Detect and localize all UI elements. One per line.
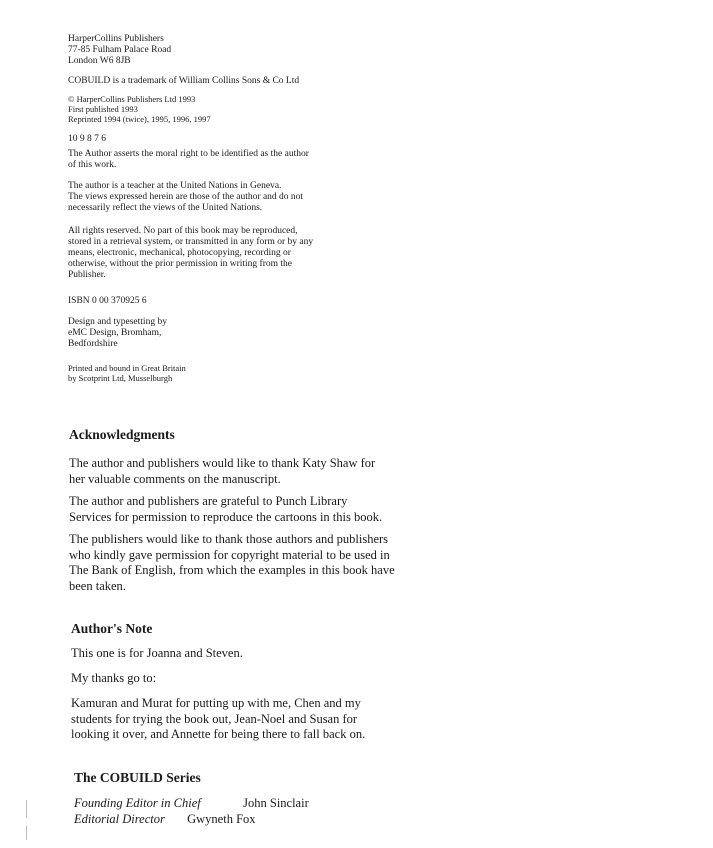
rights-line: means, electronic, mechanical, photocopying, recording or: [68, 248, 291, 258]
copyright-line: © HarperCollins Publishers Ltd 1993: [68, 94, 196, 104]
un-disclaimer-line: The author is a teacher at the United Nations in Geneva.: [68, 181, 282, 191]
acknowledgments-paragraph: [69, 456, 375, 487]
design-line: Bedfordshire: [68, 339, 118, 349]
paragraph-line: looking it over, and Annette for being there to fall back on.: [71, 727, 366, 741]
series-credits: [74, 795, 309, 827]
address-line: HarperCollins Publishers: [68, 34, 164, 44]
paragraph-line: My thanks go to:: [71, 671, 157, 685]
paragraph-line: who kindly gave permission for copyright material to be used in: [69, 547, 390, 562]
un-disclaimer-line: necessarily reflect the views of the United Nations.: [68, 203, 263, 213]
acknowledgments-paragraph: [69, 494, 382, 525]
moral-right-notice: [68, 149, 388, 171]
publisher-address: [68, 34, 388, 67]
printer-credit: [68, 363, 388, 383]
rights-notice: [68, 226, 388, 281]
credit-role: Editorial Director: [74, 812, 165, 826]
copyright-line: First published 1993: [68, 104, 138, 114]
rights-line: All rights reserved. No part of this book may be reproduced,: [68, 226, 298, 236]
design-line: Design and typesetting by: [68, 317, 167, 327]
printer-line: Printed and bound in Great Britain: [68, 363, 186, 373]
un-disclaimer: [68, 181, 388, 214]
paragraph-line: The author and publishers would like to thank Katy Shaw for: [69, 456, 376, 470]
printer-line: by Scotprint Ltd, Musselburgh: [68, 373, 173, 383]
authors-note-heading: Author's Note: [71, 621, 153, 636]
paragraph-line: The author and publishers are grateful to Punch Library: [69, 494, 348, 508]
credit-row: [74, 795, 309, 811]
credit-name: John Sinclair: [243, 796, 309, 810]
rights-line: Publisher.: [68, 270, 106, 280]
impression-text: 10 9 8 7 6: [68, 134, 106, 144]
credit-row: [74, 811, 309, 827]
copyright-line: Reprinted 1994 (twice), 1995, 1996, 1997: [68, 114, 211, 124]
series-heading: The COBUILD Series: [74, 770, 201, 785]
trademark-notice: [68, 76, 388, 87]
design-credit: [68, 317, 388, 350]
moral-right-line: The Author asserts the moral right to be identified as the author: [68, 149, 309, 159]
design-line: eMC Design, Bromham,: [68, 328, 162, 338]
address-line: London W6 8JB: [68, 56, 131, 66]
isbn-text: ISBN 0 00 370925 6: [68, 296, 147, 306]
paragraph-line: The Bank of English, from which the examples in this book have: [69, 563, 395, 577]
authors-note-paragraph: [71, 646, 243, 662]
impression-line: [68, 134, 388, 145]
paragraph-line: Kamuran and Murat for putting up with me, Chen and my: [71, 696, 361, 710]
paragraph-line: This one is for Joanna and Steven.: [71, 646, 243, 660]
address-line: 77-85 Fulham Palace Road: [68, 45, 172, 55]
scan-mark: [26, 800, 27, 818]
paragraph-line: her valuable comments on the manuscript.: [69, 471, 281, 486]
copyright-notice: [68, 94, 388, 124]
isbn: [68, 296, 388, 307]
acknowledgments-paragraph: [69, 532, 395, 594]
paragraph-line: been taken.: [69, 578, 126, 593]
acknowledgments-heading: Acknowledgments: [69, 427, 175, 442]
rights-line: otherwise, without the prior permission in writing from the: [68, 259, 293, 269]
paragraph-line: Services for permission to reproduce the cartoons in this book.: [69, 509, 383, 524]
trademark-text: COBUILD is a trademark of William Collins Sons & Co Ltd: [68, 76, 300, 86]
authors-note-paragraph: [71, 696, 365, 743]
paragraph-line: The publishers would like to thank those authors and publishers: [69, 532, 389, 546]
rights-line: stored in a retrieval system, or transmitted in any form or by any: [68, 237, 314, 247]
credit-role: Founding Editor in Chief: [74, 796, 201, 810]
scan-mark: [26, 826, 27, 840]
un-disclaimer-line: The views expressed herein are those of the author and do not: [68, 192, 304, 202]
paragraph-line: students for trying the book out, Jean-Noel and Susan for: [71, 711, 358, 726]
authors-note-paragraph: [71, 671, 156, 687]
moral-right-line: of this work.: [68, 160, 117, 170]
credit-name: Gwyneth Fox: [187, 812, 256, 826]
